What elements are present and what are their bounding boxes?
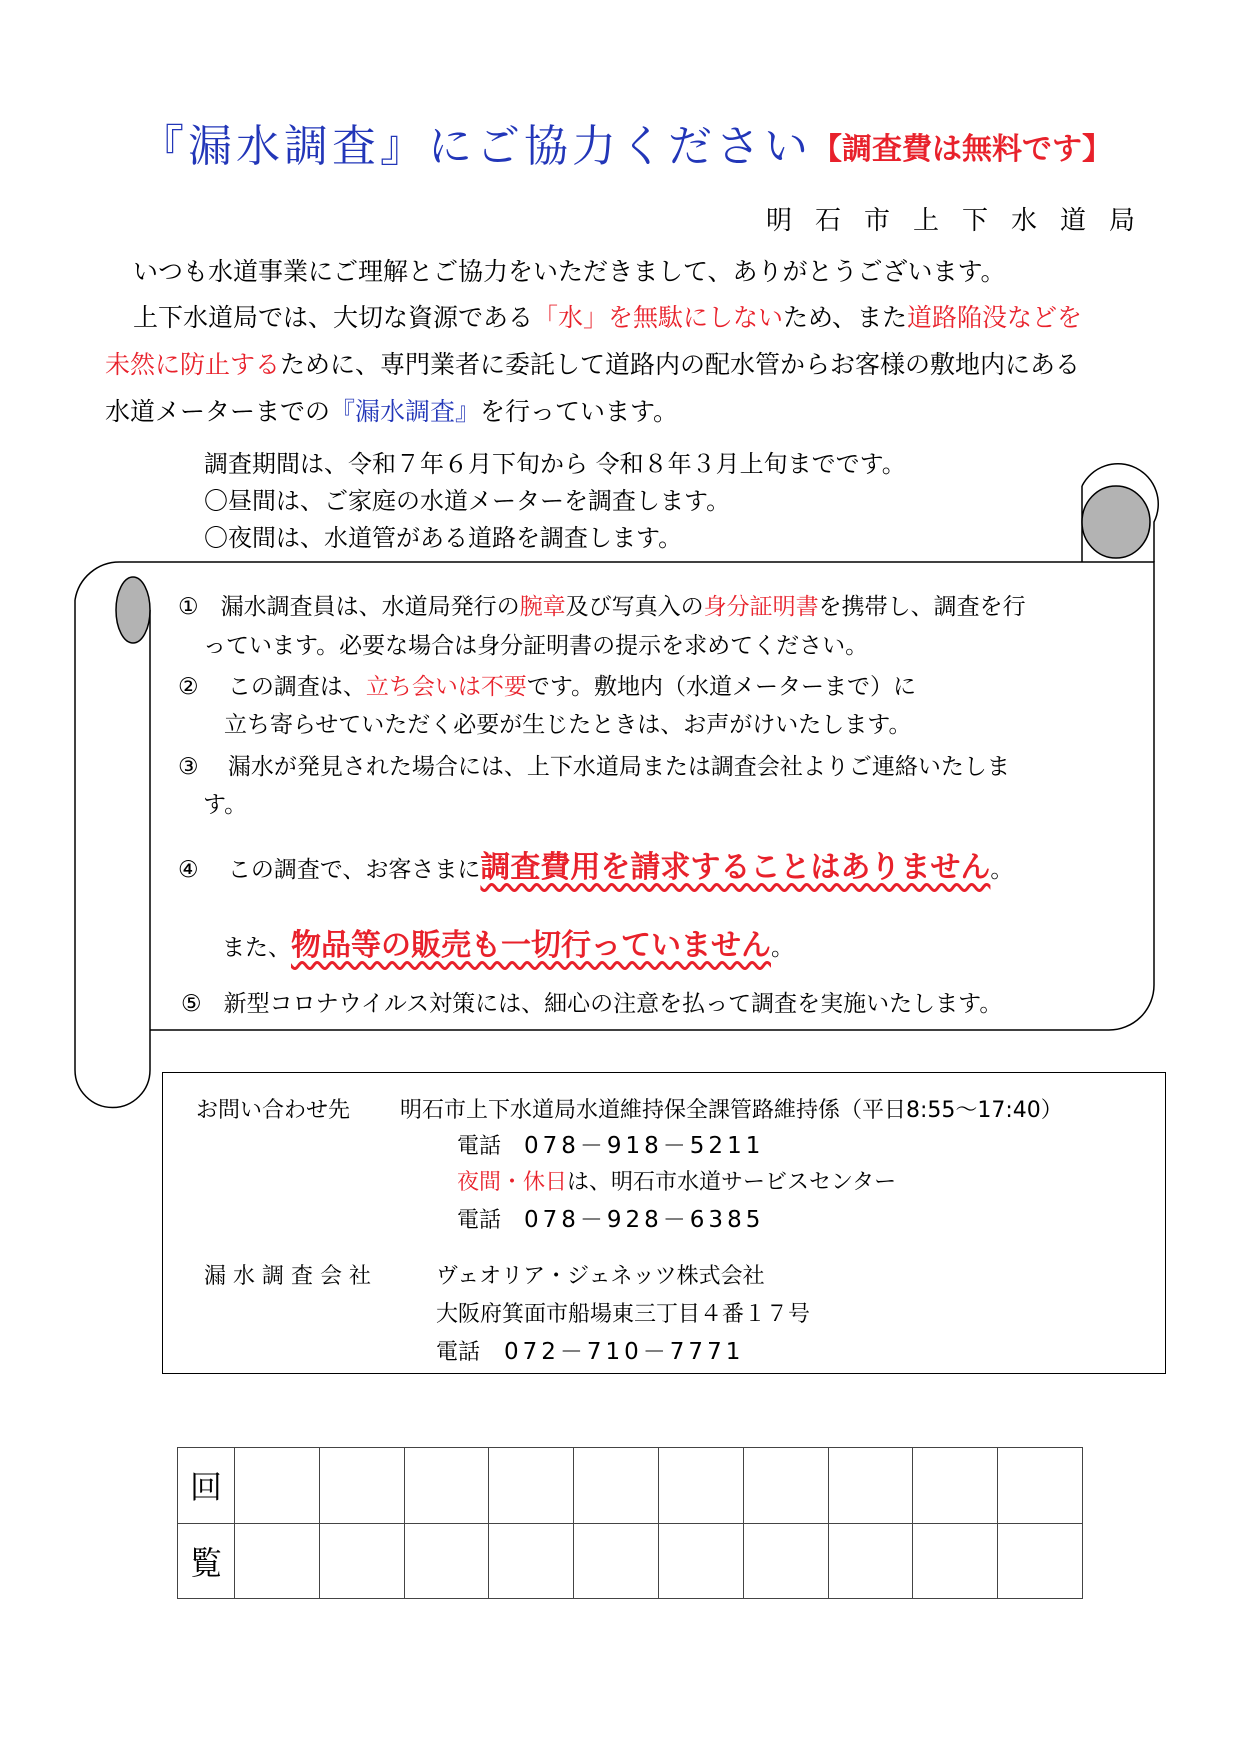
tel1-label: 電話 <box>457 1134 502 1159</box>
company-address: 大阪府箕面市船場東三丁目４番１７号 <box>436 1302 811 1327</box>
stamp-cell[interactable] <box>574 1448 659 1524</box>
circulation-row <box>178 1448 1083 1524</box>
item-1: ① 漏水調査員は、水道局発行の腕章及び写真入の身分証明書を携帯し、調査を行 <box>178 594 1026 620</box>
item-3-cont: す。 <box>203 792 248 818</box>
stamp-cell[interactable] <box>828 1523 913 1599</box>
stamp-cell[interactable] <box>235 1448 320 1524</box>
circulation-char-2: 覧 <box>178 1523 235 1599</box>
stamp-cell[interactable] <box>998 1448 1083 1524</box>
stamp-cell[interactable] <box>489 1523 574 1599</box>
page-title: 『漏水調査』にご協力ください <box>140 121 812 172</box>
intro-line-3: 未然に防止するために、専門業者に委託して道路内の配水管からお客様の敷地内にある <box>105 350 1081 379</box>
tel1-number: 078－918－5211 <box>524 1133 765 1159</box>
stamp-cell[interactable] <box>828 1448 913 1524</box>
stamp-cell[interactable] <box>658 1448 743 1524</box>
contact-dept: 明石市上下水道局水道維持保全課管路維持係（平日8:55～17:40） <box>400 1098 1063 1123</box>
circulation-char-1: 回 <box>178 1448 235 1524</box>
contact-label: お問い合わせ先 <box>196 1098 351 1123</box>
company-label: 漏水調査会社 <box>204 1264 379 1289</box>
tel2-number: 078－928－6385 <box>524 1207 765 1233</box>
intro-line-2: 上下水道局では、大切な資源である「水」を無駄にしないため、また道路陥没などを <box>133 303 1083 332</box>
circulation-table <box>177 1447 1083 1599</box>
stamp-cell[interactable] <box>913 1448 998 1524</box>
company-name: ヴェオリア・ジェネッツ株式会社 <box>436 1264 765 1289</box>
item-2-cont: 立ち寄らせていただく必要が生じたときは、お声がけいたします。 <box>224 712 912 738</box>
stamp-cell[interactable] <box>489 1448 574 1524</box>
stamp-cell[interactable] <box>998 1523 1083 1599</box>
night-contact: 夜間・休日は、明石市水道サービスセンター <box>457 1170 897 1195</box>
stamp-cell[interactable] <box>319 1523 404 1599</box>
intro-line-4: 水道メーターまでの『漏水調査』を行っています。 <box>105 397 679 426</box>
tel3-number: 072－710－7771 <box>504 1339 745 1365</box>
daytime-note: 〇昼間は、ご家庭の水道メーターを調査します。 <box>204 487 731 515</box>
tel3-label: 電話 <box>436 1340 481 1365</box>
free-notice: 【調査費は無料です】 <box>812 132 1112 167</box>
item-4-cont: また、物品等の販売も一切行っていません。 <box>222 928 794 963</box>
nighttime-note: 〇夜間は、水道管がある道路を調査します。 <box>204 524 683 552</box>
item-3: ③ 漏水が発見された場合には、上下水道局または調査会社よりご連絡いたしま <box>178 754 1010 780</box>
survey-period: 調査期間は、令和７年６月下旬から 令和８年３月上旬までです。 <box>204 450 906 478</box>
tel2-label: 電話 <box>457 1208 502 1233</box>
stamp-cell[interactable] <box>235 1523 320 1599</box>
circulation-row <box>178 1523 1083 1599</box>
item-4: ④ この調査で、お客さまに調査費用を請求することはありません。 <box>178 850 1014 885</box>
issuer: 明石市上下水道局 <box>766 206 1159 236</box>
stamp-cell[interactable] <box>319 1448 404 1524</box>
stamp-cell[interactable] <box>743 1448 828 1524</box>
stamp-cell[interactable] <box>574 1523 659 1599</box>
stamp-cell[interactable] <box>658 1523 743 1599</box>
stamp-cell[interactable] <box>404 1523 489 1599</box>
stamp-cell[interactable] <box>743 1523 828 1599</box>
item-2: ② この調査は、立ち会いは不要です。敷地内（水道メーターまで）に <box>178 674 917 700</box>
item-5: ⑤ 新型コロナウイルス対策には、細心の注意を払って調査を実施いたします。 <box>181 991 1003 1017</box>
greeting-line: いつも水道事業にご理解とご協力をいただきまして、ありがとうございます。 <box>133 257 1006 286</box>
stamp-cell[interactable] <box>404 1448 489 1524</box>
stamp-cell[interactable] <box>913 1523 998 1599</box>
item-1-cont: っています。必要な場合は身分証明書の提示を求めてください。 <box>203 633 869 659</box>
